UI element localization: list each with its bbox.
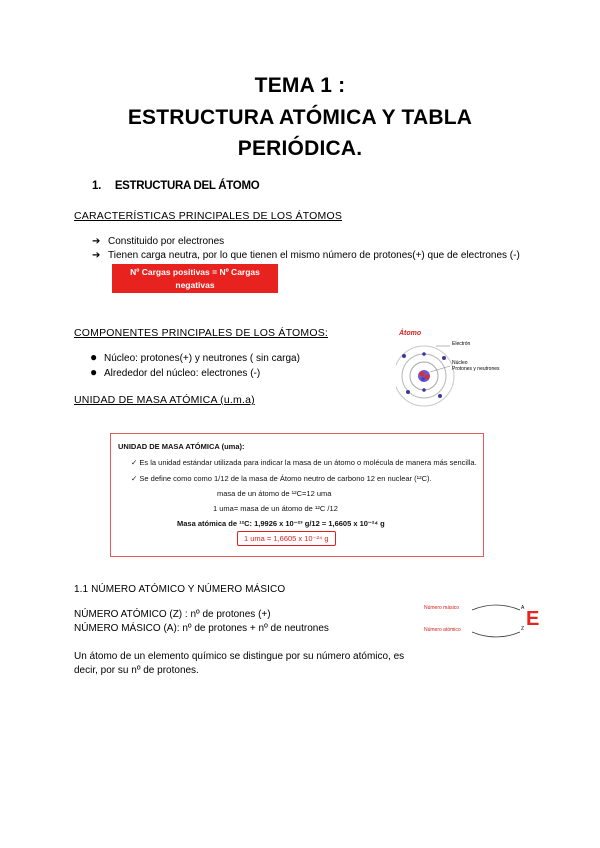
bullet-icon: ● xyxy=(90,350,98,364)
list-item: ➔ Constituido por electrones xyxy=(92,236,225,247)
atom-diagram xyxy=(396,330,536,414)
arrow-right-icon: ➔ xyxy=(92,236,101,247)
electron-label: Electrón xyxy=(452,341,471,347)
section-1-1-heading: 1.1 NÚMERO ATÓMICO Y NÚMERO MÁSICO xyxy=(74,584,286,595)
list-item: ➔ Tienen carga neutra, por lo que tienen el mismo número de protones(+) que de electrones (-) xyxy=(92,250,520,261)
atom-diagram-title: Átomo xyxy=(399,330,422,337)
uma-bullet-1: ✓ Es la unidad estándar utilizada para indicar la masa de un átomo o molécula de manera más sencilla. xyxy=(131,458,477,467)
mass-number-letter: A xyxy=(521,605,525,611)
uma-line-4: 1 uma= masa de un átomo de ¹²C /12 xyxy=(213,504,338,513)
check-icon: ✓ xyxy=(131,474,138,483)
nucleus-sublabel: Protones y neutrones xyxy=(452,366,500,372)
arrow-right-icon: ➔ xyxy=(92,250,101,261)
uma-line-3: masa de un átomo de ¹²C=12 uma xyxy=(217,489,332,498)
mass-number-definition: NÚMERO MÁSICO (A): nº de protones + nº de neutrones xyxy=(74,623,329,634)
charge-equation-line-1: Nº Cargas positivas = Nº Cargas negativas xyxy=(130,267,260,290)
componentes-heading: COMPONENTES PRINCIPALES DE LOS ÁTOMOS: xyxy=(74,327,329,339)
paragraph-line-2: decir, por su nº de protones. xyxy=(74,665,199,676)
bullet-icon: ● xyxy=(90,365,98,379)
list-item: ● Núcleo: protones(+) y neutrones ( sin carga) xyxy=(90,350,300,364)
atomic-number-definition: NÚMERO ATÓMICO (Z) : nº de protones (+) xyxy=(74,609,271,620)
title-line-1: TEMA 1 : xyxy=(254,74,346,97)
charge-equation-box xyxy=(112,264,278,303)
title-line-3: PERIÓDICA. xyxy=(237,137,363,160)
list-item: ● Alrededor del núcleo: electrones (-) xyxy=(90,365,261,379)
section-1-heading xyxy=(92,180,259,192)
uma-result: 1 uma = 1,6605 x 10⁻²⁴ g xyxy=(237,531,336,546)
section-1-number: 1. xyxy=(92,180,101,192)
element-symbol: E xyxy=(526,608,540,630)
nucleus-label: Núcleo xyxy=(452,360,468,366)
uma-heading: UNIDAD DE MASA ATÓMICA (u.m.a) xyxy=(74,394,255,406)
caracteristicas-heading: CARACTERÍSTICAS PRINCIPALES DE LOS ÁTOMOS xyxy=(74,210,343,222)
uma-definition-box xyxy=(110,433,484,557)
paragraph-line-1: Un átomo de un elemento químico se distingue por su número atómico, es xyxy=(74,651,405,662)
atomic-number-label: Número atómico xyxy=(424,627,461,633)
uma-line-5: Masa atómica de ¹²C: 1,9926 x 10⁻²³ g/12 = 1,6605 x 10⁻²⁴ g xyxy=(177,519,385,528)
title-line-2: ESTRUCTURA ATÓMICA Y TABLA xyxy=(127,106,473,129)
section-1-title: ESTRUCTURA DEL ÁTOMO xyxy=(114,180,260,192)
uma-box-title: UNIDAD DE MASA ATÓMICA (uma): xyxy=(118,442,245,451)
uma-bullet-2: ✓ Se define como como 1/12 de la masa de Átomo neutro de carbono 12 en nuclear (¹²C). xyxy=(131,474,432,483)
charge-equation-line-2: Nº protones = Nº electrones xyxy=(139,293,251,303)
check-icon: ✓ xyxy=(131,458,138,467)
nuclide-notation-diagram xyxy=(420,602,550,642)
atomic-number-letter: Z xyxy=(521,626,525,632)
mass-number-label: Número másico xyxy=(424,605,460,611)
